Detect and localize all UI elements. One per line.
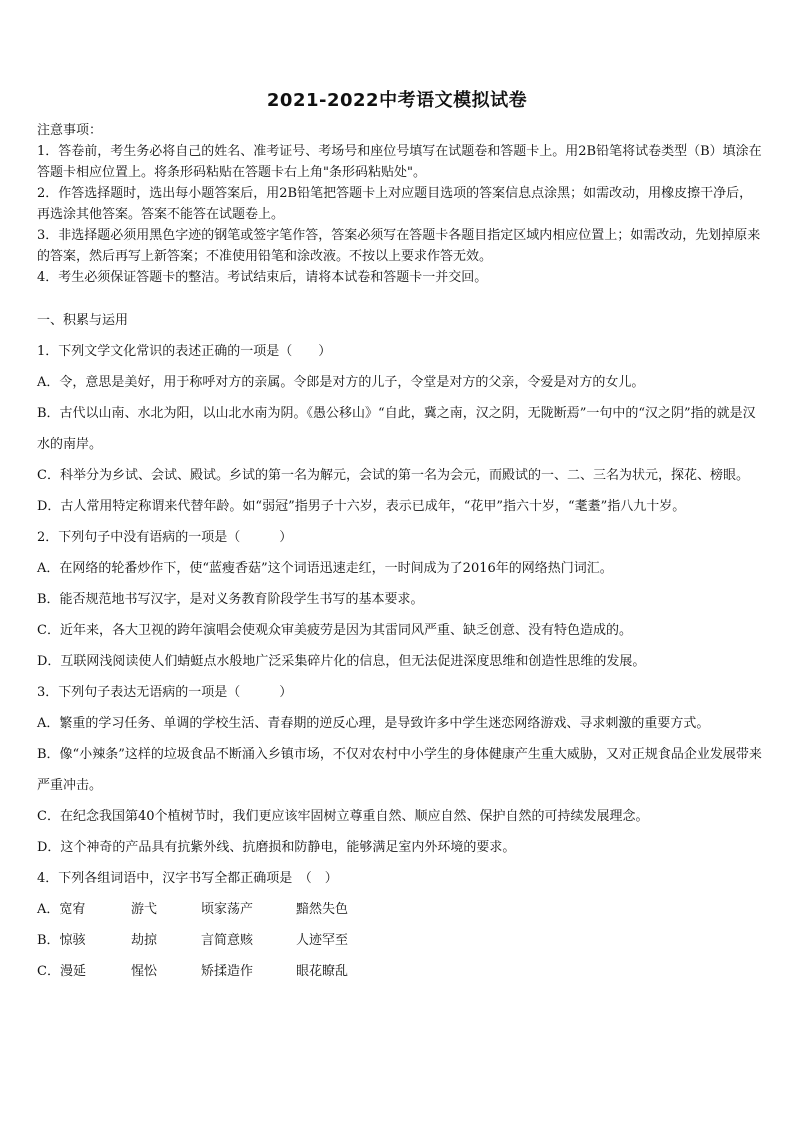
word-option-row (37, 925, 765, 956)
question-option: B．古代以山南、水北为阳，以山北水南为阴。《愚公移山》“自此，冀之南，汉之阴，无陇断焉”一句中的“汉之阴”指的就是汉水的南岸。 (37, 406, 756, 452)
word-option-row (37, 956, 765, 987)
question-option: C．在纪念我国第40个植树节时，我们更应该牢固树立尊重自然、顺应自然、保护自然的可持续发展理念。 (37, 809, 649, 824)
word-option-cell: 言简意赅 (201, 933, 254, 948)
notice-item: 3．非选择题必须用黑色字迹的钢笔或签字笔作答，答案必须写在答题卡各题目指定区域内相应位置上；如需改动，先划掉原来的答案，然后再写上新答案；不准使用铅笔和涂改液。不按以上要求作答无效。 (37, 228, 761, 264)
question-option: A．在网络的轮番炒作下，使“蓝瘦香菇”这个词语迅速走红，一时间成为了2016年的网络热门词汇。 (37, 561, 613, 576)
question-stem: 1．下列文学文化常识的表述正确的一项是（ ） (37, 344, 332, 359)
word-option-cell: B．惊骇 (37, 933, 86, 948)
notice-item: 2．作答选择题时，选出每小题答案后，用2B铅笔把答题卡上对应题目选项的答案信息点涂黑；如需改动，用橡皮擦干净后，再选涂其他答案。答案不能答在试题卷上。 (37, 186, 753, 222)
word-option-cell: C．漫延 (37, 964, 86, 979)
question-option: B．像“小辣条”这样的垃圾食品不断涌入乡镇市场，不仅对农村中小学生的身体健康产生重大威胁，又对正规食品企业发展带来严重冲击。 (37, 747, 762, 793)
word-option-cell: 劫掠 (131, 933, 158, 948)
question-stem: 4．下列各组词语中，汉字书写全都正确项是 （ ） (37, 871, 338, 886)
word-option-cell: 黯然失色 (296, 902, 349, 917)
word-option-cell: 矫揉造作 (201, 964, 254, 979)
question-option: A．令，意思是美好，用于称呼对方的亲属。令郎是对方的儿子，令堂是对方的父亲，令爱是对方的女儿。 (37, 375, 645, 390)
question-stem: 3．下列句子表达无语病的一项是（ ） (37, 685, 293, 700)
word-option-cell: 人迹罕至 (296, 933, 349, 948)
word-option-cell: 惺忪 (131, 964, 158, 979)
word-option-cell: 游弋 (131, 902, 158, 917)
notice-item: 4．考生必须保证答题卡的整洁。考试结束后，请将本试卷和答题卡一并交回。 (37, 270, 488, 285)
word-option-cell: 眼花瞭乱 (296, 964, 349, 979)
word-option-cell: A．宽宥 (37, 902, 86, 917)
notice-block (37, 120, 765, 288)
word-option-cell: 顷家荡产 (201, 902, 254, 917)
question-option: D．互联网浅阅读使人们蜻蜓点水般地广泛采集碎片化的信息，但无法促进深度思维和创造性思维的发展。 (37, 654, 646, 669)
notice-item: 1．答卷前，考生务必将自己的姓名、准考证号、考场号和座位号填写在试题卷和答题卡上。用2B铅笔将试卷类型（B）填涂在答题卡相应位置上。将条形码粘贴在答题卡右上角"条形码粘贴处"。 (37, 144, 762, 180)
questions-block (37, 305, 765, 987)
question-option: A．繁重的学习任务、单调的学校生活、青春期的逆反心理，是导致许多中学生迷恋网络游戏、寻求刺激的重要方式。 (37, 716, 710, 731)
question-option: D．古人常用特定称谓来代替年龄。如“弱冠”指男子十六岁，表示已成年，“花甲”指六十岁，“耄耋”指八九十岁。 (37, 499, 686, 514)
notice-heading: 注意事项： (37, 123, 103, 138)
page-title: 2021-2022中考语文模拟试卷 (266, 90, 528, 111)
word-option-row (37, 894, 765, 925)
question-option: C．近年来，各大卫视的跨年演唱会使观众审美疲劳是因为其雷同风严重、缺乏创意、没有特色造成的。 (37, 623, 632, 638)
section-heading: 一、积累与运用 (37, 313, 129, 328)
question-option: B．能否规范地书写汉字，是对义务教育阶段学生书写的基本要求。 (37, 592, 424, 607)
question-option: D．这个神奇的产品具有抗紫外线、抗磨损和防静电，能够满足室内外环境的要求。 (37, 840, 516, 855)
question-stem: 2．下列句子中没有语病的一项是（ ） (37, 530, 293, 545)
question-option: C．科举分为乡试、会试、殿试。乡试的第一名为解元，会试的第一名为会元，而殿试的一、二、三名为状元，探花、榜眼。 (37, 468, 749, 483)
